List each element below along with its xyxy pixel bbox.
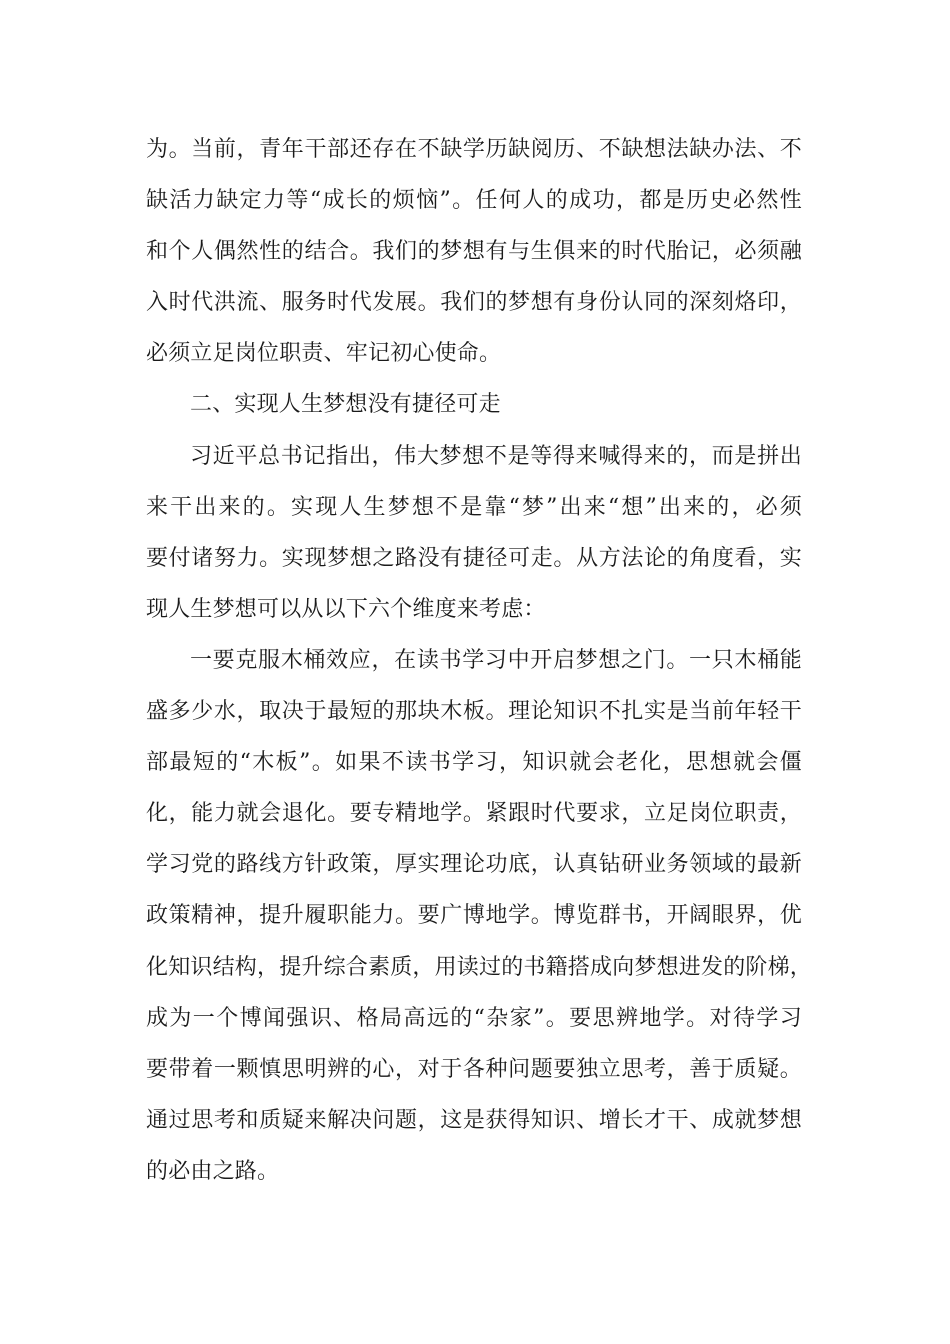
paragraph-line: 一要克服木桶效应，在读书学习中开启梦想之门。一只木桶能 (190, 647, 802, 673)
paragraph-line: 为。当前，青年干部还存在不缺学历缺阅历、不缺想法缺办法、不 (146, 137, 802, 162)
paragraph-line: 通过思考和质疑来解决问题，这是获得知识、增长才干、成就梦想 (146, 1107, 802, 1133)
paragraph-line: 化知识结构，提升综合素质，用读过的书籍搭成向梦想进发的阶梯， (146, 954, 813, 980)
paragraph-line: 入时代洪流、服务时代发展。我们的梦想有身份认同的深刻烙印， (146, 290, 802, 316)
paragraph-line: 政策精神，提升履职能力。要广博地学。博览群书，开阔眼界，优 (146, 903, 802, 929)
paragraph-line: 成为一个博闻强识、格局高远的“杂家”。要思辨地学。对待学习 (146, 1005, 802, 1031)
paragraph-line: 和个人偶然性的结合。我们的梦想有与生俱来的时代胎记，必须融 (146, 239, 802, 265)
paragraph-line: 化，能力就会退化。要专精地学。紧跟时代要求，立足岗位职责， (146, 801, 802, 827)
paragraph-line: 部最短的“木板”。如果不读书学习，知识就会老化，思想就会僵 (146, 750, 802, 776)
section-heading: 二、实现人生梦想没有捷径可走 (190, 392, 501, 418)
paragraph-line: 现人生梦想可以从以下六个维度来考虑： (146, 596, 546, 622)
paragraph-line: 习近平总书记指出，伟大梦想不是等得来喊得来的，而是拼出 (190, 443, 802, 469)
document-body (146, 124, 813, 1197)
paragraph-line: 必须立足岗位职责、牢记初心使命。 (146, 341, 502, 367)
paragraph-line: 缺活力缺定力等“成长的烦恼”。任何人的成功，都是历史必然性 (146, 188, 802, 214)
paragraph-line: 要带着一颗慎思明辨的心，对于各种问题要独立思考，善于质疑。 (146, 1056, 802, 1082)
paragraph-line: 的必由之路。 (146, 1158, 280, 1184)
paragraph-line: 学习党的路线方针政策，厚实理论功底，认真钻研业务领域的最新 (146, 852, 802, 878)
paragraph-line: 盛多少水，取决于最短的那块木板。理论知识不扎实是当前年轻干 (146, 699, 802, 725)
paragraph-line: 要付诸努力。实现梦想之路没有捷径可走。从方法论的角度看，实 (146, 545, 802, 571)
paragraph-line: 来干出来的。实现人生梦想不是靠“梦”出来“想”出来的，必须 (146, 494, 802, 520)
